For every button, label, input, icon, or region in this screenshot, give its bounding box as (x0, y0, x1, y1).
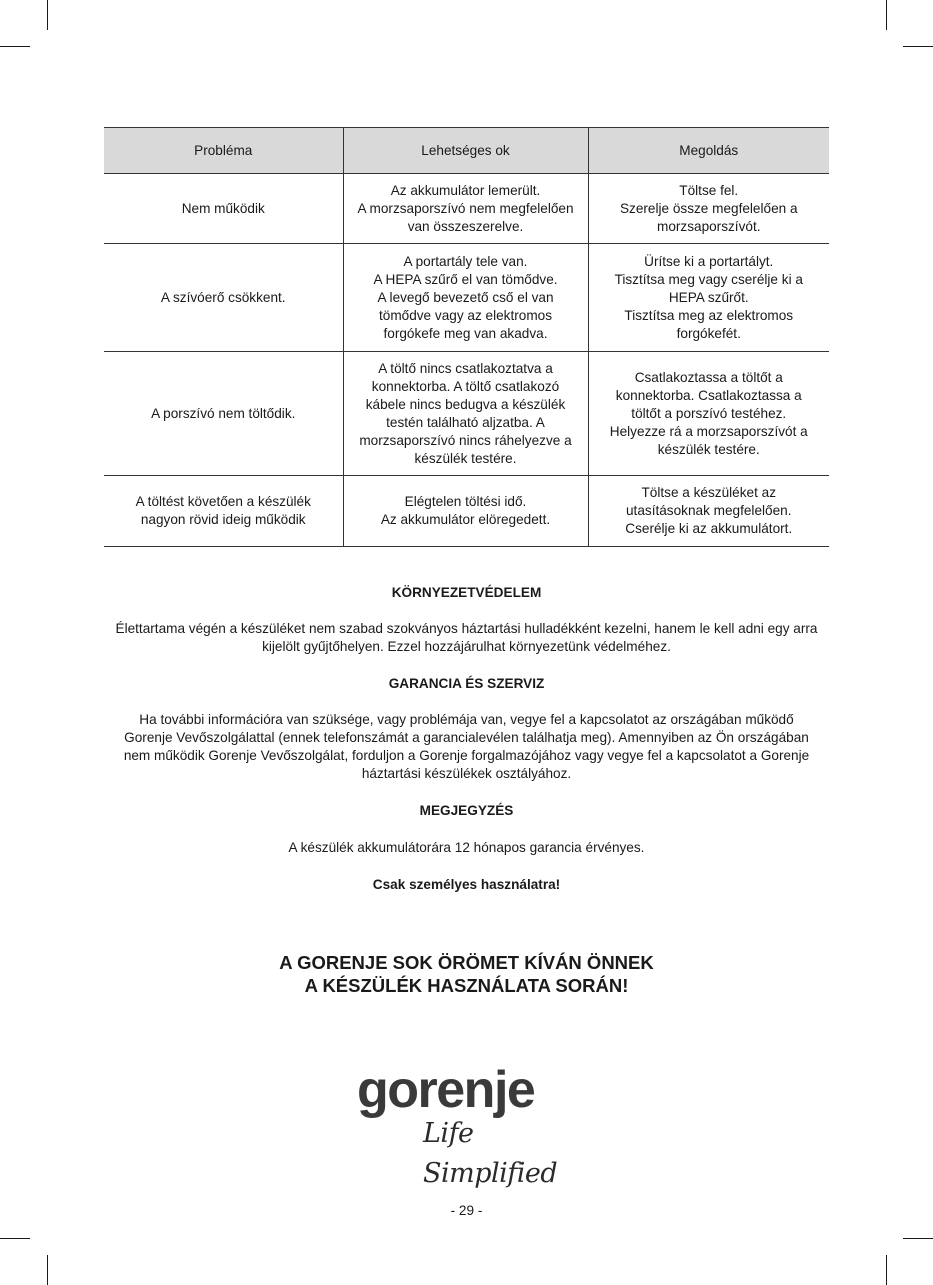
crop-mark (0, 46, 30, 47)
cause-cell: A töltő nincs csatlakoztatva a konnektorba. A töltő csatlakozó kábele nincs bedugva a készülék testén található aljzatba. A morzsaporszívó nincs ráhelyezve a készülék testére. (343, 352, 588, 476)
solution-cell: Töltse a készüléket az utasításoknak megfelelően. Cserélje ki az akkumulátort. (588, 476, 829, 547)
crop-mark (903, 1238, 933, 1239)
crop-mark (886, 1255, 887, 1285)
environment-heading: KÖRNYEZETVÉDELEM (391, 585, 542, 600)
solution-cell: Csatlakoztassa a töltőt a konnektorba. Csatlakoztassa a töltőt a porszívó testéhez. Helyezze rá a morzsaporszívót a készülék testére. (588, 352, 829, 476)
logo-brand: gorenje (357, 1061, 535, 1119)
warranty-text: Ha további információra van szüksége, vagy problémája van, vegye fel a kapcsolatot az országában működő Gorenje Vevőszolgálattal (ennek telefonszámát a garancialevélen találhatja meg). Amennyiben az Ön országában nem működik Gorenje Vevőszolgálat, forduljon a Gorenje forgalmazójához vagy vegye fel a kapcsolatot a Gorenje háztartási készülékek osztályához. (123, 712, 810, 781)
table-row (104, 476, 829, 547)
page-number: - 29 - (450, 1203, 483, 1218)
solution-cell: Töltse fel. Szerelje össze megfelelően a morzsaporszívót. (588, 174, 829, 244)
table-row (104, 244, 829, 352)
troubleshooting-table (104, 127, 829, 547)
note-text: A készülék akkumulátorára 12 hónapos garancia érvényes. (288, 840, 645, 855)
cause-cell: Elégtelen töltési idő. Az akkumulátor elöregedett. (343, 476, 588, 547)
header-solution: Megoldás (588, 128, 829, 174)
note-heading: MEGJEGYZÉS (419, 803, 514, 818)
gorenje-logo (357, 1060, 587, 1189)
crop-mark (886, 0, 887, 30)
table-row (104, 174, 829, 244)
crop-mark (47, 1255, 48, 1285)
crop-mark (0, 1238, 30, 1239)
environment-text: Élettartama végén a készüléket nem szabad szokványos háztartási hulladékként kezelni, hanem le kell adni egy arra kijelölt gyűjtőhelyen. Ezzel hozzájárulhat környezetünk védelméhez. (115, 621, 818, 654)
warranty-heading: GARANCIA ÉS SZERVIZ (388, 676, 545, 691)
cause-cell: A portartály tele van. A HEPA szűrő el van tömődve. A levegő bevezető cső el van tömődve vagy az elektromos forgókefe meg van akadva. (343, 244, 588, 352)
table-row (104, 352, 829, 476)
crop-mark (47, 0, 48, 30)
table-header-row (104, 128, 829, 174)
problem-cell: Nem működik (104, 174, 343, 244)
problem-cell: A töltést követően a készülék nagyon rövid ideig működik (104, 476, 343, 547)
header-problem: Probléma (104, 128, 343, 174)
header-cause: Lehetséges ok (343, 128, 588, 174)
problem-cell: A porszívó nem töltődik. (104, 352, 343, 476)
crop-mark (903, 46, 933, 47)
personal-use-note: Csak személyes használatra! (372, 877, 561, 892)
cause-cell: Az akkumulátor lemerült. A morzsaporszívó nem megfelelően van összeszerelve. (343, 174, 588, 244)
closing-message: A GORENJE SOK ÖRÖMET KÍVÁN ÖNNEK A KÉSZÜLÉK HASZNÁLATA SORÁN! (279, 952, 654, 996)
logo-tagline: Life Simplified (423, 1118, 558, 1189)
solution-cell: Ürítse ki a portartályt. Tisztítsa meg vagy cserélje ki a HEPA szűrőt. Tisztítsa meg az elektromos forgókefét. (588, 244, 829, 352)
problem-cell: A szívóerő csökkent. (104, 244, 343, 352)
